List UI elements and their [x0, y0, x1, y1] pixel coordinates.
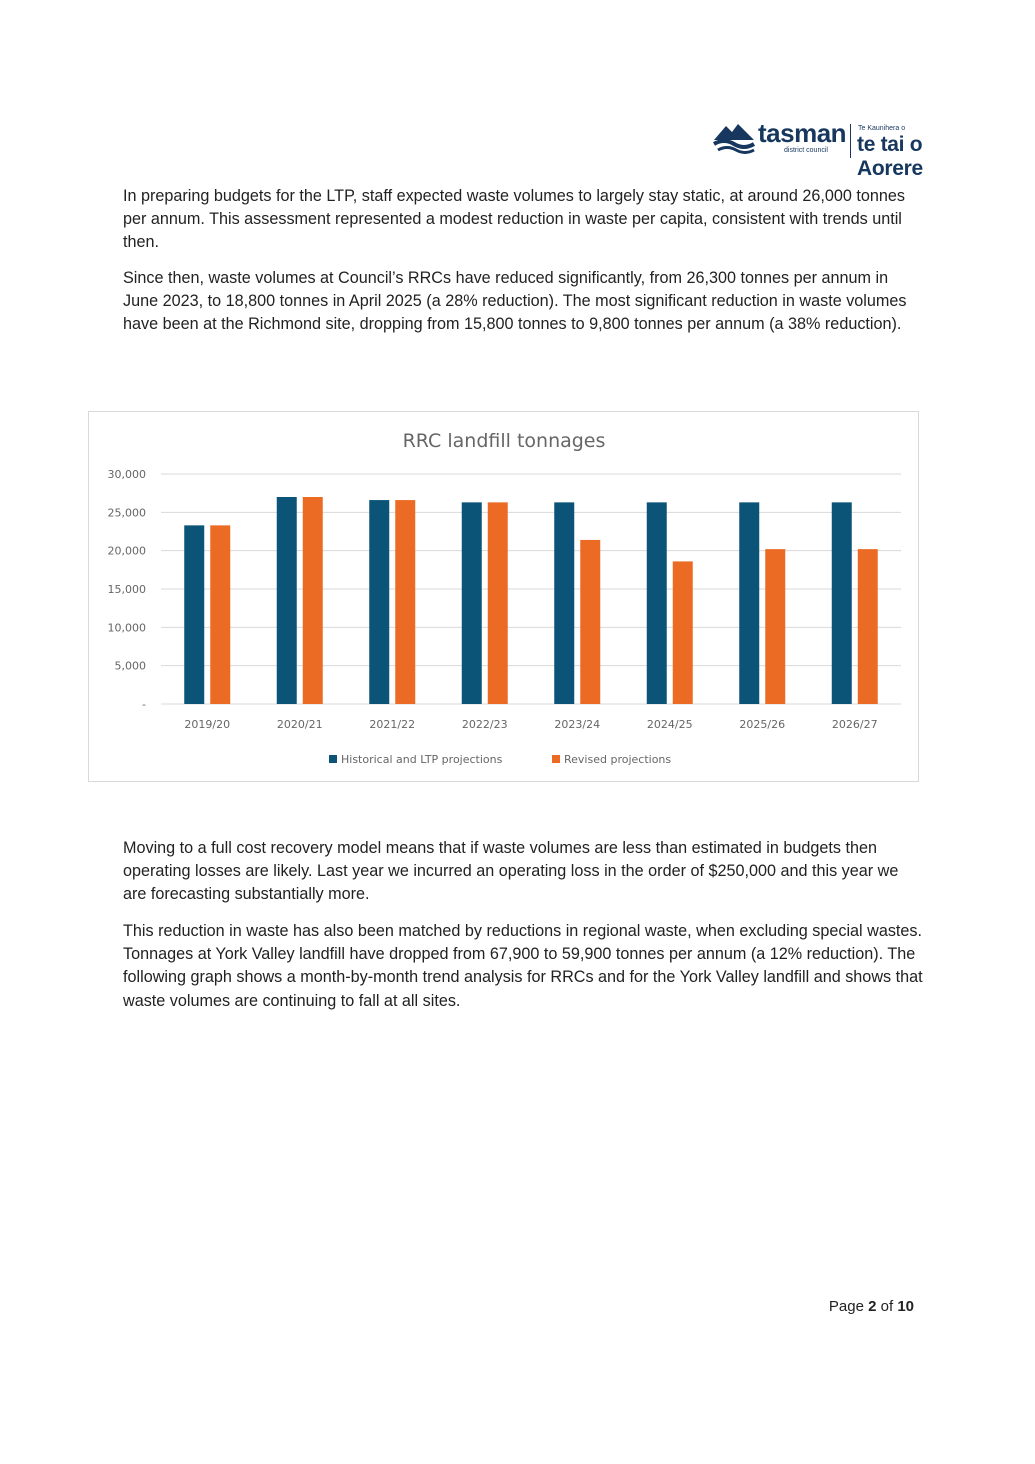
bar-historical [647, 502, 667, 704]
y-axis-ticks [108, 468, 147, 711]
of-label: of [880, 1298, 894, 1315]
x-tick-label: 2025/26 [739, 718, 786, 731]
bar-revised [303, 497, 323, 704]
y-tick-label: 10,000 [107, 621, 146, 635]
council-logo [712, 116, 992, 180]
legend-swatch [552, 755, 560, 763]
legend-label: Revised projections [564, 753, 672, 766]
bar-revised [673, 561, 693, 704]
chart-title: RRC landfill tonnages [402, 430, 606, 452]
current-page: 2 [868, 1298, 877, 1315]
bar-historical [832, 502, 852, 704]
chart-container [88, 411, 919, 782]
page-number [829, 1298, 914, 1315]
y-tick-label: 25,000 [107, 506, 146, 520]
bar-revised [858, 549, 878, 704]
chart-bars [184, 497, 878, 704]
bar-historical [462, 502, 482, 704]
chart-gridlines [161, 474, 901, 704]
y-tick-label: 5,000 [114, 659, 146, 673]
y-tick-label: 20,000 [107, 544, 146, 558]
logo-maori-small: Te Kaunihera o [858, 125, 906, 132]
bar-historical [184, 525, 204, 704]
paragraph-2: Since then, waste volumes at Council’s RRCs have reduced significantly, from 26,300 tonnes per annum in June 2023, to 18,800 tonnes in April 2025 (a 28% reduction). The most significant reduction in waste volumes have been at the Richmond site, dropping from 15,800 tonnes to 9,800 tonnes per annum (a 38% reduction). [123, 269, 907, 334]
logo-divider [850, 124, 851, 158]
chart-legend [329, 753, 671, 766]
total-pages: 10 [897, 1298, 914, 1315]
logo-name: tasman [758, 118, 847, 148]
x-tick-label: 2023/24 [554, 718, 601, 731]
y-tick-label: 30,000 [107, 468, 146, 481]
bar-historical [554, 502, 574, 704]
legend-swatch [329, 755, 337, 763]
logo-maori-name: te tai o Aorere [857, 133, 923, 180]
bar-historical [739, 502, 759, 704]
legend-label: Historical and LTP projections [341, 753, 503, 766]
x-tick-label: 2026/27 [831, 718, 878, 731]
paragraph-3: Moving to a full cost recovery model means that if waste volumes are less than estimated in budgets then operating losses are likely. Last year we incurred an operating loss in the order of $250,000 and this year we are forecasting substantially more. [123, 839, 899, 904]
bar-revised [210, 525, 230, 704]
mountain-wave-logo-icon [712, 118, 756, 158]
x-tick-label: 2022/23 [461, 718, 508, 731]
page-label: Page [828, 1298, 864, 1315]
bar-revised [488, 502, 508, 704]
paragraph-4: This reduction in waste has also been matched by reductions in regional waste, when excluding special wastes. Tonnages at York Valley landfill have dropped from 67,900 to 59,900 tonnes per annum (a 12% reduction). The following graph shows a month-by-month trend analysis for RRCs and for the York Valley landfill and shows that waste volumes are continuing to fall at all sites. [123, 922, 923, 1010]
bar-historical [277, 497, 297, 704]
x-axis-ticks [184, 718, 877, 731]
x-tick-label: 2019/20 [184, 718, 231, 731]
logo-subtitle: district council [784, 147, 828, 154]
x-tick-label: 2020/21 [276, 718, 323, 731]
paragraph-1: In preparing budgets for the LTP, staff expected waste volumes to largely stay static, at around 26,000 tonnes per annum. This assessment represented a modest reduction in waste per capita, consistent with trends until then. [123, 187, 905, 252]
x-tick-label: 2024/25 [646, 718, 693, 731]
bar-revised [765, 549, 785, 704]
bar-historical [369, 500, 389, 704]
bar-revised [580, 540, 600, 704]
bar-chart [89, 412, 920, 783]
bar-revised [395, 500, 415, 704]
x-tick-label: 2021/22 [369, 718, 416, 731]
y-tick-label: - [142, 698, 146, 711]
y-tick-label: 15,000 [107, 583, 146, 596]
